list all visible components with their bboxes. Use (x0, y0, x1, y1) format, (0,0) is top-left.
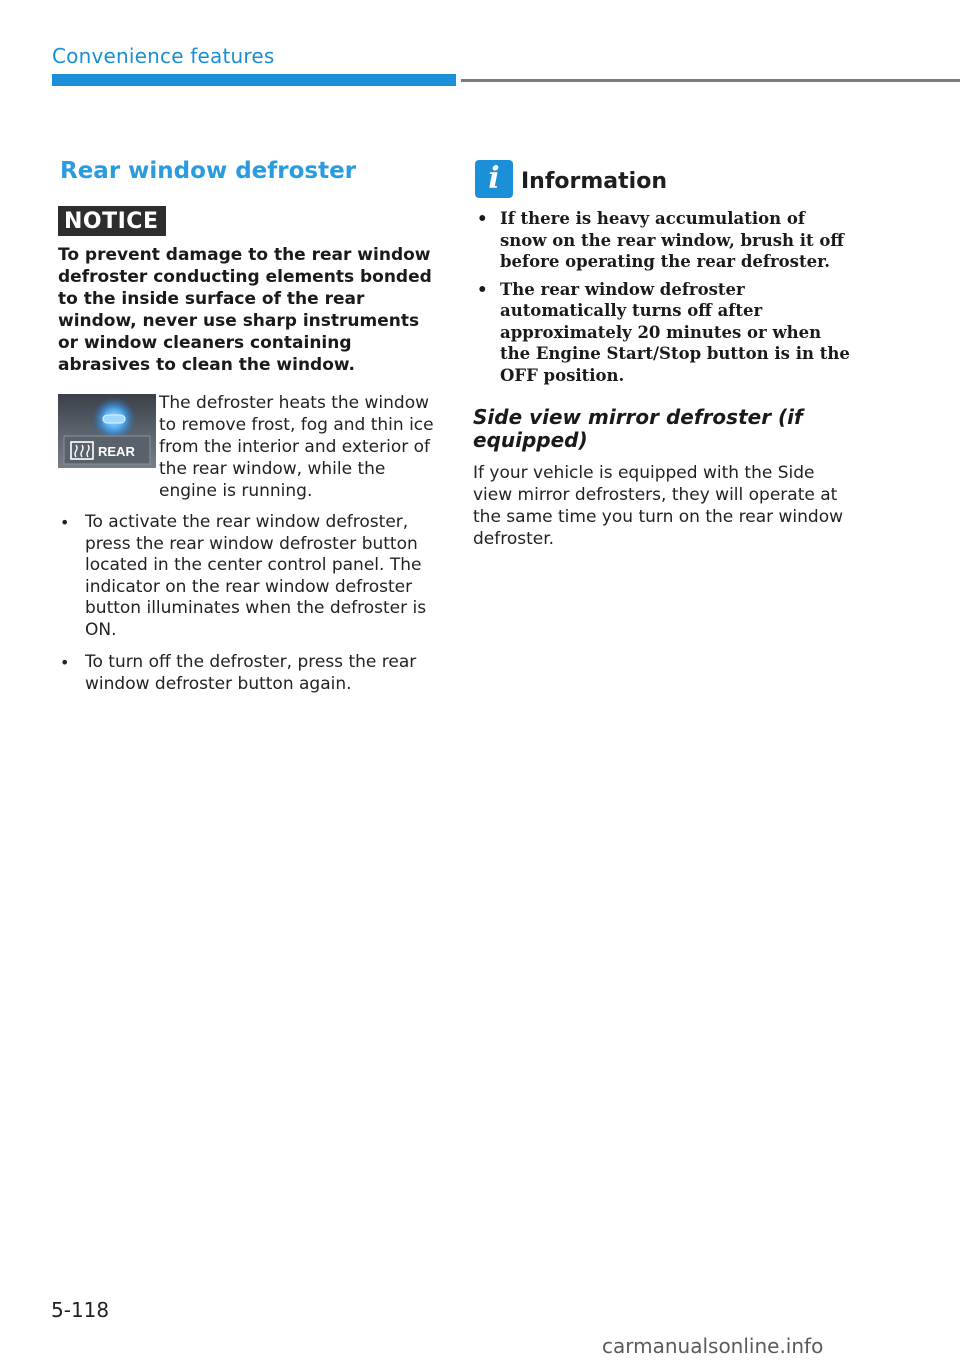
list-item: • To activate the rear window defroster, press the rear window defroster button located in the center control panel. The indicator on the rear window defroster button illuminates when the defroster is ON. (58, 512, 438, 641)
rear-button-label: REAR (98, 444, 135, 459)
subsection-text: If your vehicle is equipped with the Side view mirror defrosters, they will operate at the same time you turn on the rear window defroster. (473, 463, 844, 549)
section-header: Convenience features (52, 44, 275, 68)
notice-badge: NOTICE (58, 206, 166, 236)
information-icon: i (475, 160, 513, 198)
rear-defroster-icon (58, 394, 156, 468)
section-title: Rear window defroster (60, 158, 357, 184)
information-title: Information (521, 168, 667, 194)
list-item: • If there is heavy accumulation of snow on the rear window, brush it off before operating the rear defroster. (473, 208, 853, 273)
information-header (475, 160, 853, 198)
rear-defroster-button-image (58, 394, 156, 468)
subsection-title: Side view mirror defroster (if equipped) (473, 405, 803, 452)
header-rule-gray (461, 79, 960, 82)
rear-defroster-description: The defroster heats the window to remove frost, fog and thin ice from the interior and exterior of the rear window, while the engine is running. (159, 393, 434, 501)
right-column (473, 158, 853, 550)
rear-defroster-figure (58, 392, 438, 502)
information-list (473, 208, 853, 386)
defroster-instructions (58, 512, 438, 695)
watermark: carmanualsonline.info (602, 1334, 824, 1358)
header-rule-blue (52, 74, 456, 86)
list-item: • The rear window defroster automatically turns off after approximately 20 minutes or when the Engine Start/Stop button is in the OFF position. (473, 279, 853, 387)
list-item: • To turn off the defroster, press the rear window defroster button again. (58, 652, 438, 695)
notice-text: To prevent damage to the rear window defroster conducting elements bonded to the inside surface of the rear window, never use sharp instruments or window cleaners containing abrasives to clean the window. (58, 245, 432, 375)
page-number: 5-118 (51, 1298, 110, 1322)
left-column (58, 158, 438, 706)
